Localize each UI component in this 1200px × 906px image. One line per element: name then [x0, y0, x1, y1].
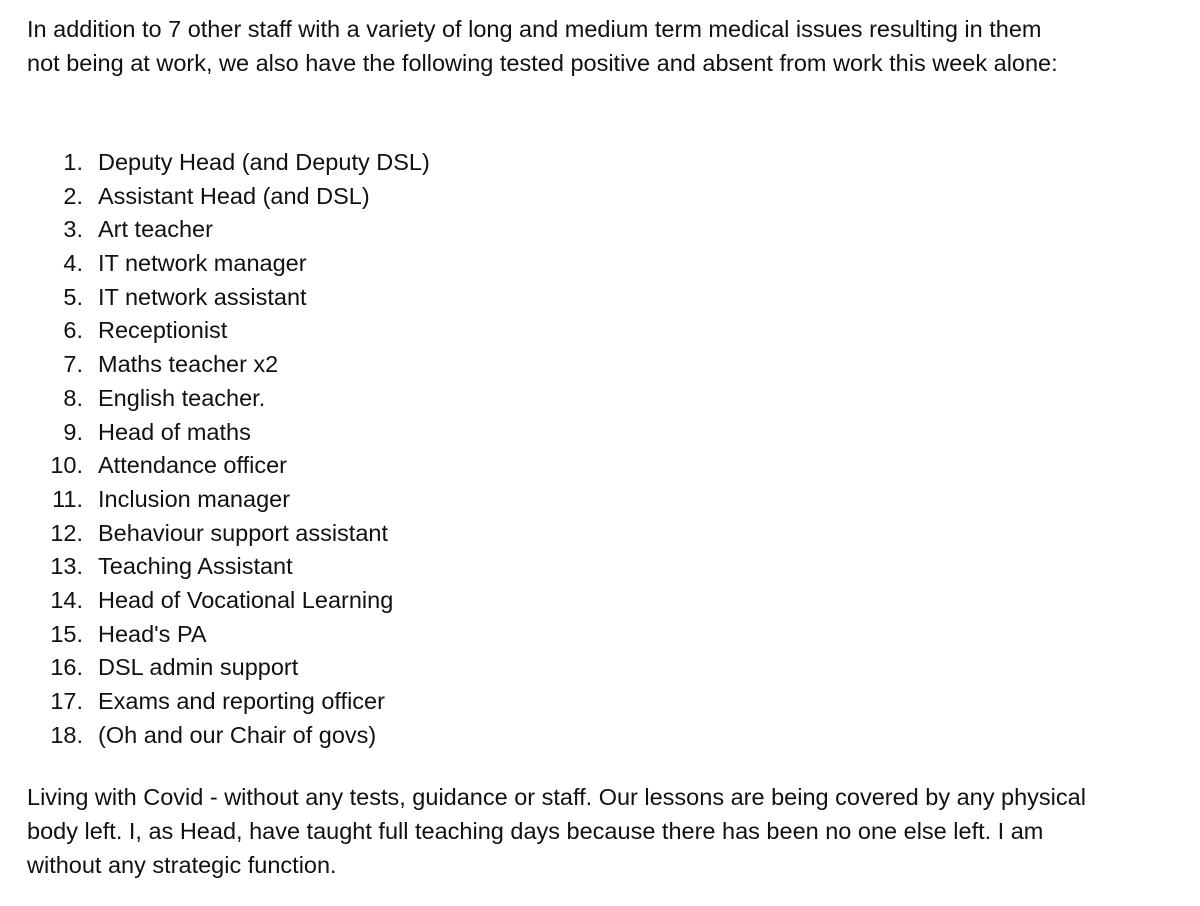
list-item-text: English teacher. — [98, 384, 266, 411]
list-item-number: 7. — [63, 351, 83, 378]
document-body — [27, 12, 1187, 878]
intro-line-1: In addition to 7 other staff with a variety of long and medium term medical issues resulting in them — [27, 16, 1042, 42]
list-item-number: 10. — [50, 452, 83, 479]
list-item-text: Teaching Assistant — [98, 553, 293, 580]
list-item-number: 14. — [50, 586, 83, 613]
list-item-text: Receptionist — [98, 317, 228, 344]
list-item-number: 17. — [50, 688, 83, 714]
list-item-number: 9. — [63, 418, 83, 445]
list-item-text: Head's PA — [98, 620, 207, 647]
list-item-text: Exams and reporting officer — [98, 688, 385, 714]
list-item-number: 11. — [52, 485, 83, 512]
list-item-number: 1. — [63, 149, 83, 175]
list-item-text: Deputy Head (and Deputy DSL) — [98, 149, 430, 175]
list-item-text: Inclusion manager — [98, 485, 291, 512]
list-item-text: Head of Vocational Learning — [98, 586, 394, 613]
list-item-text: IT network manager — [98, 250, 307, 277]
list-item-number: 16. — [50, 654, 83, 681]
list-item-text: Maths teacher x2 — [98, 351, 279, 378]
list-item-number: 6. — [63, 317, 83, 344]
closing-paragraph — [27, 780, 1187, 882]
list-item-number: 12. — [50, 519, 83, 546]
closing-line-1: Living with Covid - without any tests, guidance or staff. Our lessons are being covered by any physical — [27, 784, 1086, 810]
closing-line-2: body left. I, as Head, have taught full teaching days because there has been no one else left. I am — [27, 818, 1044, 844]
list-item-text: Behaviour support assistant — [98, 519, 388, 546]
list-item-number: 3. — [63, 216, 83, 243]
list-item-number: 18. — [50, 721, 83, 748]
intro-paragraph — [27, 12, 1187, 80]
list-item-number: 5. — [63, 283, 83, 310]
list-item-number: 15. — [50, 620, 83, 647]
list-item-text: Head of maths — [98, 418, 251, 445]
list-item-text: DSL admin support — [98, 654, 299, 681]
intro-line-2: not being at work, we also have the following tested positive and absent from work this week alone: — [27, 50, 1058, 76]
list-item-text: Art teacher — [98, 216, 213, 243]
list-item-text: Attendance officer — [98, 452, 287, 479]
list-item-text: Assistant Head (and DSL) — [98, 182, 370, 209]
list-item-number: 8. — [63, 384, 83, 411]
closing-line-3: without any strategic function. — [27, 852, 337, 878]
list-item-text: IT network assistant — [98, 283, 307, 310]
list-item-number: 4. — [63, 250, 83, 277]
list-item-text: (Oh and our Chair of govs) — [98, 721, 377, 748]
list-item-number: 2. — [63, 182, 83, 209]
list-item-number: 13. — [50, 553, 83, 580]
